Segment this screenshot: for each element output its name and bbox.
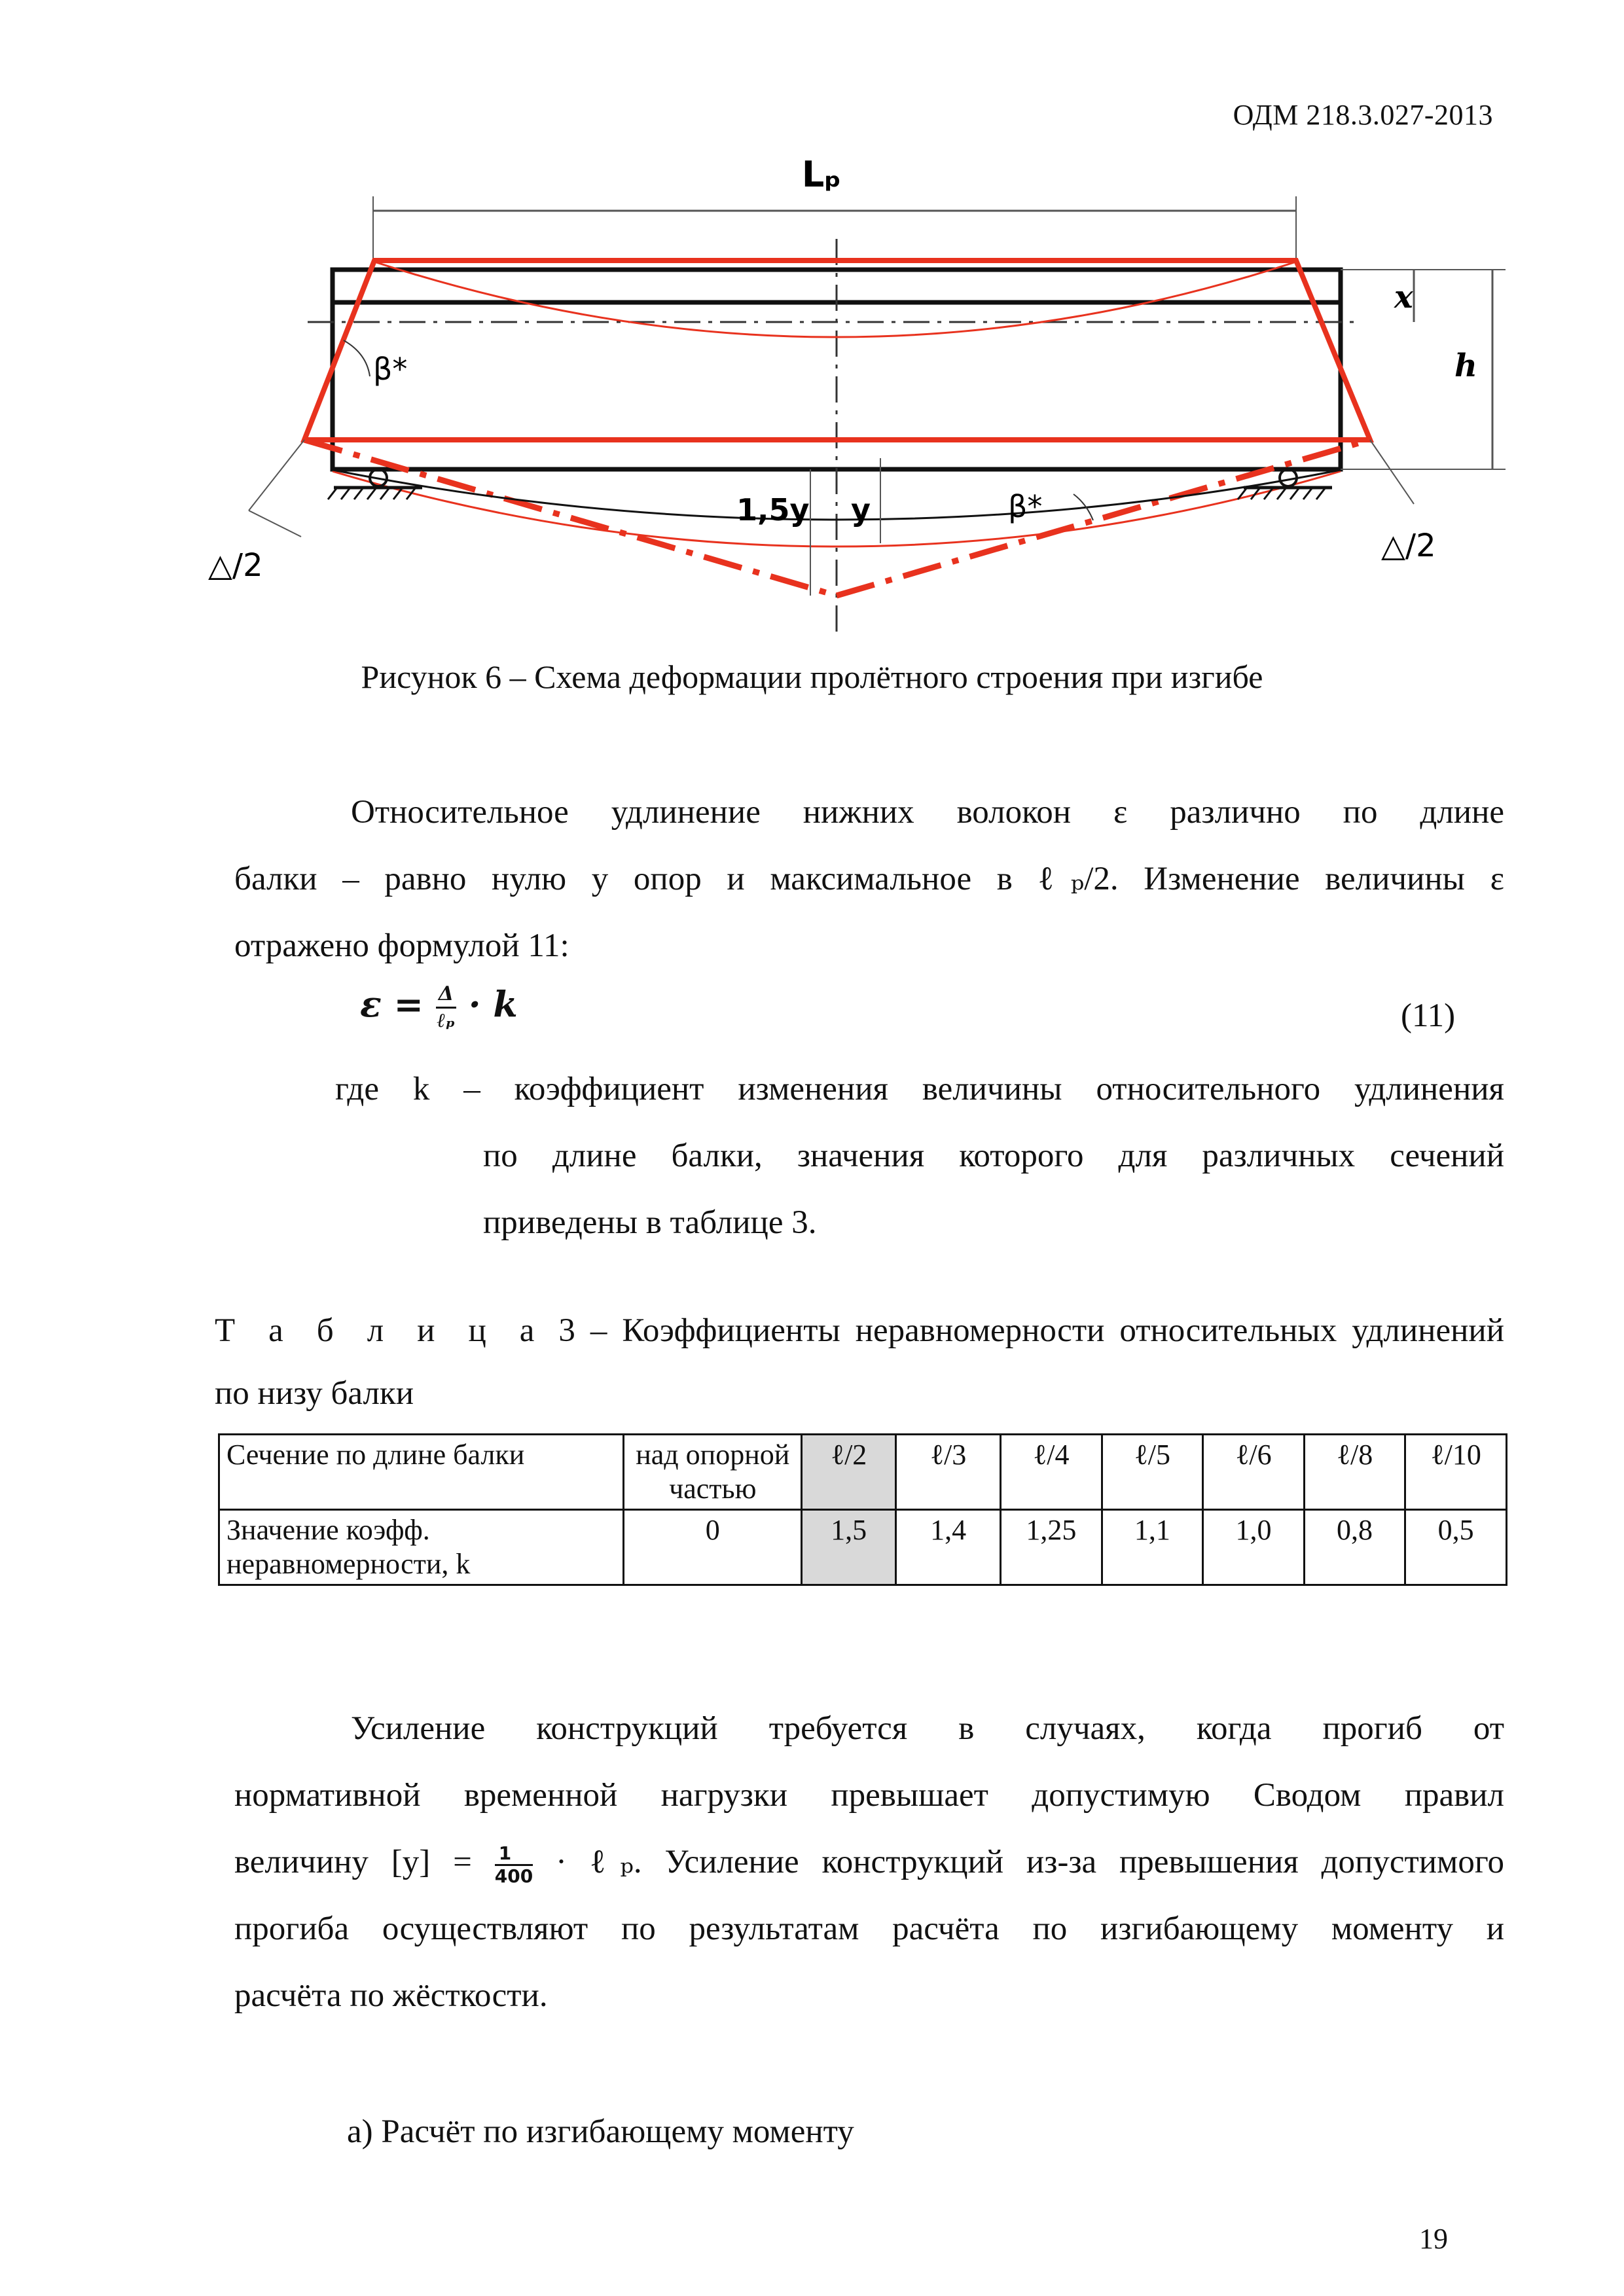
beta-left-label: β* xyxy=(373,351,408,387)
paragraph-line: отражено формулой 11: xyxy=(234,927,569,964)
table-header-cell: ℓ/6 xyxy=(1203,1435,1305,1510)
table-header-cell: ℓ/5 xyxy=(1102,1435,1203,1510)
table-header-cell: ℓ/2 xyxy=(802,1435,896,1510)
table-caption xyxy=(215,1299,1504,1425)
paragraph-line: нормативной временной нагрузки превышает допустимую Сводом правил xyxy=(234,1777,1504,1814)
formula-fraction xyxy=(436,982,456,1033)
table-header-cell: ℓ/4 xyxy=(1001,1435,1102,1510)
delta-left-dimension xyxy=(249,440,304,511)
delta-left-label: △/2 xyxy=(208,547,263,584)
paragraph-line: расчёта по жёсткости. xyxy=(234,1977,548,2014)
paragraph-elongation xyxy=(234,779,1504,979)
paragraph-reinforcement xyxy=(234,1695,1504,2029)
table-row xyxy=(219,1510,1507,1585)
page-number: 19 xyxy=(1419,2223,1448,2255)
table-cell: 0 xyxy=(624,1510,802,1585)
table-cell: 1,4 xyxy=(896,1510,1001,1585)
span-label: Lₚ xyxy=(801,154,842,195)
where-line: приведены в таблице 3. xyxy=(483,1204,817,1241)
table-header-row xyxy=(219,1435,1507,1510)
paragraph-line: балки – равно нулю у опор и максимальное в ℓₚ/2. Изменение величины ε xyxy=(234,861,1504,897)
y-label: y xyxy=(851,492,871,528)
table-header-cell: ℓ/8 xyxy=(1304,1435,1405,1510)
h-label: h xyxy=(1454,348,1477,384)
document-code: ОДМ 218.3.027-2013 xyxy=(1233,99,1493,131)
figure-caption: Рисунок 6 – Схема деформации пролётного строения при изгибе xyxy=(361,658,1263,695)
formula-11 xyxy=(360,982,518,1033)
delta-right-dimension xyxy=(1370,440,1414,504)
table-cell: 0,8 xyxy=(1304,1510,1405,1585)
table-caption-prefix: Т а б л и ц а xyxy=(215,1312,544,1349)
where-line: где k – коэффициент изменения величины относительного удлинения xyxy=(335,1071,1504,1107)
table-header-cell: ℓ/10 xyxy=(1405,1435,1507,1510)
formula-rhs: · k xyxy=(468,983,518,1026)
beta-left-leader xyxy=(344,340,370,376)
where-line: по длине балки, значения которого для различных сечений xyxy=(483,1138,1504,1174)
table-cell: 1,1 xyxy=(1102,1510,1203,1585)
beta-right-label: β* xyxy=(1008,489,1043,524)
table-cell: 1,0 xyxy=(1203,1510,1305,1585)
paragraph-line: Относительное удлинение нижних волокон ε различно по длине xyxy=(351,794,1504,831)
table-cell: 0,5 xyxy=(1405,1510,1507,1585)
x-label: x xyxy=(1394,279,1413,315)
table-header-cell: ℓ/3 xyxy=(896,1435,1001,1510)
list-item-a: а) Расчёт по изгибающему моменту xyxy=(347,2113,854,2150)
formula-number: (11) xyxy=(1401,997,1456,1034)
table-cell: 1,25 xyxy=(1001,1510,1102,1585)
table-cell: 1,5 xyxy=(802,1510,896,1585)
coefficient-table xyxy=(218,1433,1507,1586)
deformed-top-curve xyxy=(374,262,1296,337)
paragraph-line: прогиба осуществляют по результатам расчёта по изгибающему моменту и xyxy=(234,1910,1504,1947)
y15-label: 1,5y xyxy=(736,492,810,528)
paragraph-line: Усиление конструкций требуется в случаях, когда прогиб от xyxy=(351,1710,1504,1747)
table-caption-line2: по низу балки xyxy=(215,1375,414,1412)
paragraph-line-with-fraction: величину [y] = $\frac{1}{400}$ · ℓₚ. Усиление конструкций из-за превышения допустимого xyxy=(234,1842,1504,1887)
table-row-label: Значение коэфф. неравномерности, k xyxy=(219,1510,624,1585)
formula-numerator: Δ xyxy=(436,982,456,1009)
inline-fraction: $\frac{1}{400}$ xyxy=(494,1842,533,1887)
formula-denominator: ℓₚ xyxy=(437,1009,456,1032)
table-header-label: Сечение по длине балки xyxy=(219,1435,624,1510)
formula-lhs: ε = xyxy=(360,983,424,1026)
where-clause xyxy=(335,1056,1504,1256)
deformation-diagram xyxy=(0,0,1624,655)
table-header-cell: над опорной частью xyxy=(624,1435,802,1510)
delta-right-label: △/2 xyxy=(1381,528,1436,564)
table-caption-title: 3 – Коэффициенты неравномерности относительных удлинений xyxy=(543,1312,1504,1349)
